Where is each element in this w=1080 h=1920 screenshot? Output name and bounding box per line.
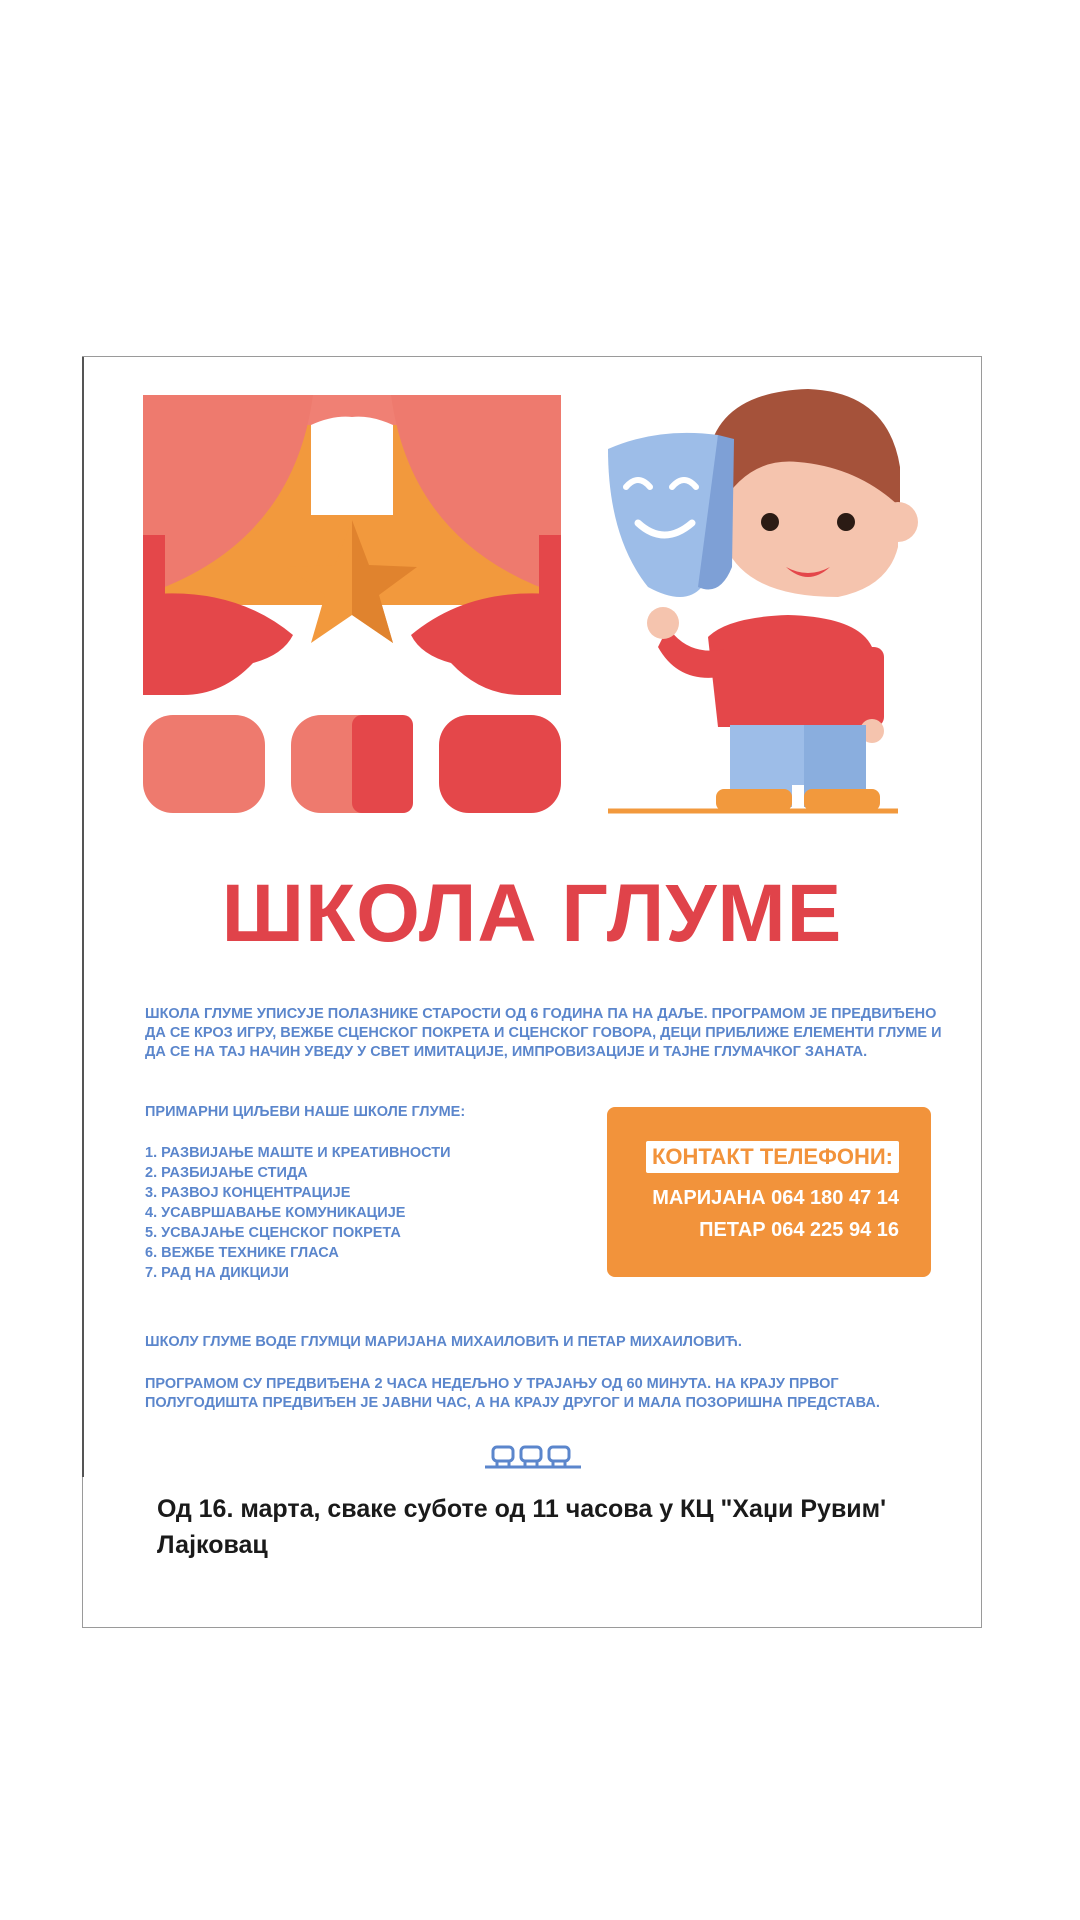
post-image-frame	[82, 356, 982, 1628]
teachers-paragraph: ШКОЛУ ГЛУМЕ ВОДЕ ГЛУМЦИ МАРИЈАНА МИХАИЛОВИЋ И ПЕТАР МИХАИЛОВИЋ.	[145, 1334, 742, 1350]
theater-stage-icon	[143, 395, 561, 813]
goal-item: 6. ВЕЖБЕ ТЕХНИКЕ ГЛАСА	[145, 1245, 339, 1261]
schedule-paragraph: ПРОГРАМОМ СУ ПРЕДВИЂЕНА 2 ЧАСА НЕДЕЉНО У ТРАЈАЊУ ОД 60 МИНУТА. НА КРАЈУ ПРВОГ ПОЛУГОДИШТА ПРЕДВИЂЕН ЈЕ ЈАВНИ ЧАС, А НА КРАЈУ ДРУГОГ И МАЛА ПОЗОРИШНА ПРЕДСТАВА.	[145, 1376, 880, 1411]
poster-title: ШКОЛА ГЛУМЕ	[221, 868, 843, 959]
goals-heading: ПРИМАРНИ ЦИЉЕВИ НАШЕ ШКОЛЕ ГЛУМЕ:	[145, 1104, 466, 1120]
contact-box	[607, 1107, 931, 1277]
contact-label: КОНТАКТ ТЕЛЕФОНИ:	[646, 1141, 899, 1173]
goal-item: 2. РАЗБИЈАЊЕ СТИДА	[145, 1165, 308, 1181]
contact-phone-petar: ПЕТАР 064 225 94 16	[699, 1219, 899, 1241]
goal-item: 5. УСВАЈАЊЕ СЦЕНСКОГ ПОКРЕТА	[145, 1225, 401, 1241]
boy-with-mask-icon	[608, 387, 928, 817]
intro-paragraph: ШКОЛА ГЛУМЕ УПИСУЈЕ ПОЛАЗНИКЕ СТАРОСТИ ОД 6 ГОДИНА ПА НА ДАЉЕ. ПРОГРАМОМ ЈЕ ПРЕДВИЂЕНО ДА СЕ КРОЗ ИГРУ, ВЕЖБЕ СЦЕНСКОГ ПОКРЕТА И СЦЕНСКОГ ГОВОРА, ДЕЦИ ПРИБЛИЖЕ ЕЛЕМЕНТИ ГЛУМЕ И ДА СЕ НА ТАЈ НАЧИН УВЕДУ У СВЕТ ИМИТАЦИЈЕ, ИМПРОВИЗАЦИЈЕ И ТАЈНЕ ГЛУМАЧКОГ ЗАНАТА.	[145, 1006, 942, 1060]
contact-phone-marijana: МАРИЈАНА 064 180 47 14	[652, 1187, 899, 1209]
goal-item: 3. РАЗВОЈ КОНЦЕНТРАЦИЈЕ	[145, 1185, 351, 1201]
goal-item: 4. УСАВРШАВАЊЕ КОМУНИКАЦИЈЕ	[145, 1205, 406, 1221]
theater-seats-icon	[483, 1443, 583, 1473]
acting-school-poster	[83, 357, 981, 1477]
post-caption: Од 16. марта, сваке суботе од 11 часова у КЦ "Хаџи Рувим' Лајковац	[157, 1495, 887, 1559]
goal-item: 7. РАД НА ДИКЦИЈИ	[145, 1265, 289, 1281]
goal-item: 1. РАЗВИЈАЊЕ МАШТЕ И КРЕАТИВНОСТИ	[145, 1145, 451, 1161]
